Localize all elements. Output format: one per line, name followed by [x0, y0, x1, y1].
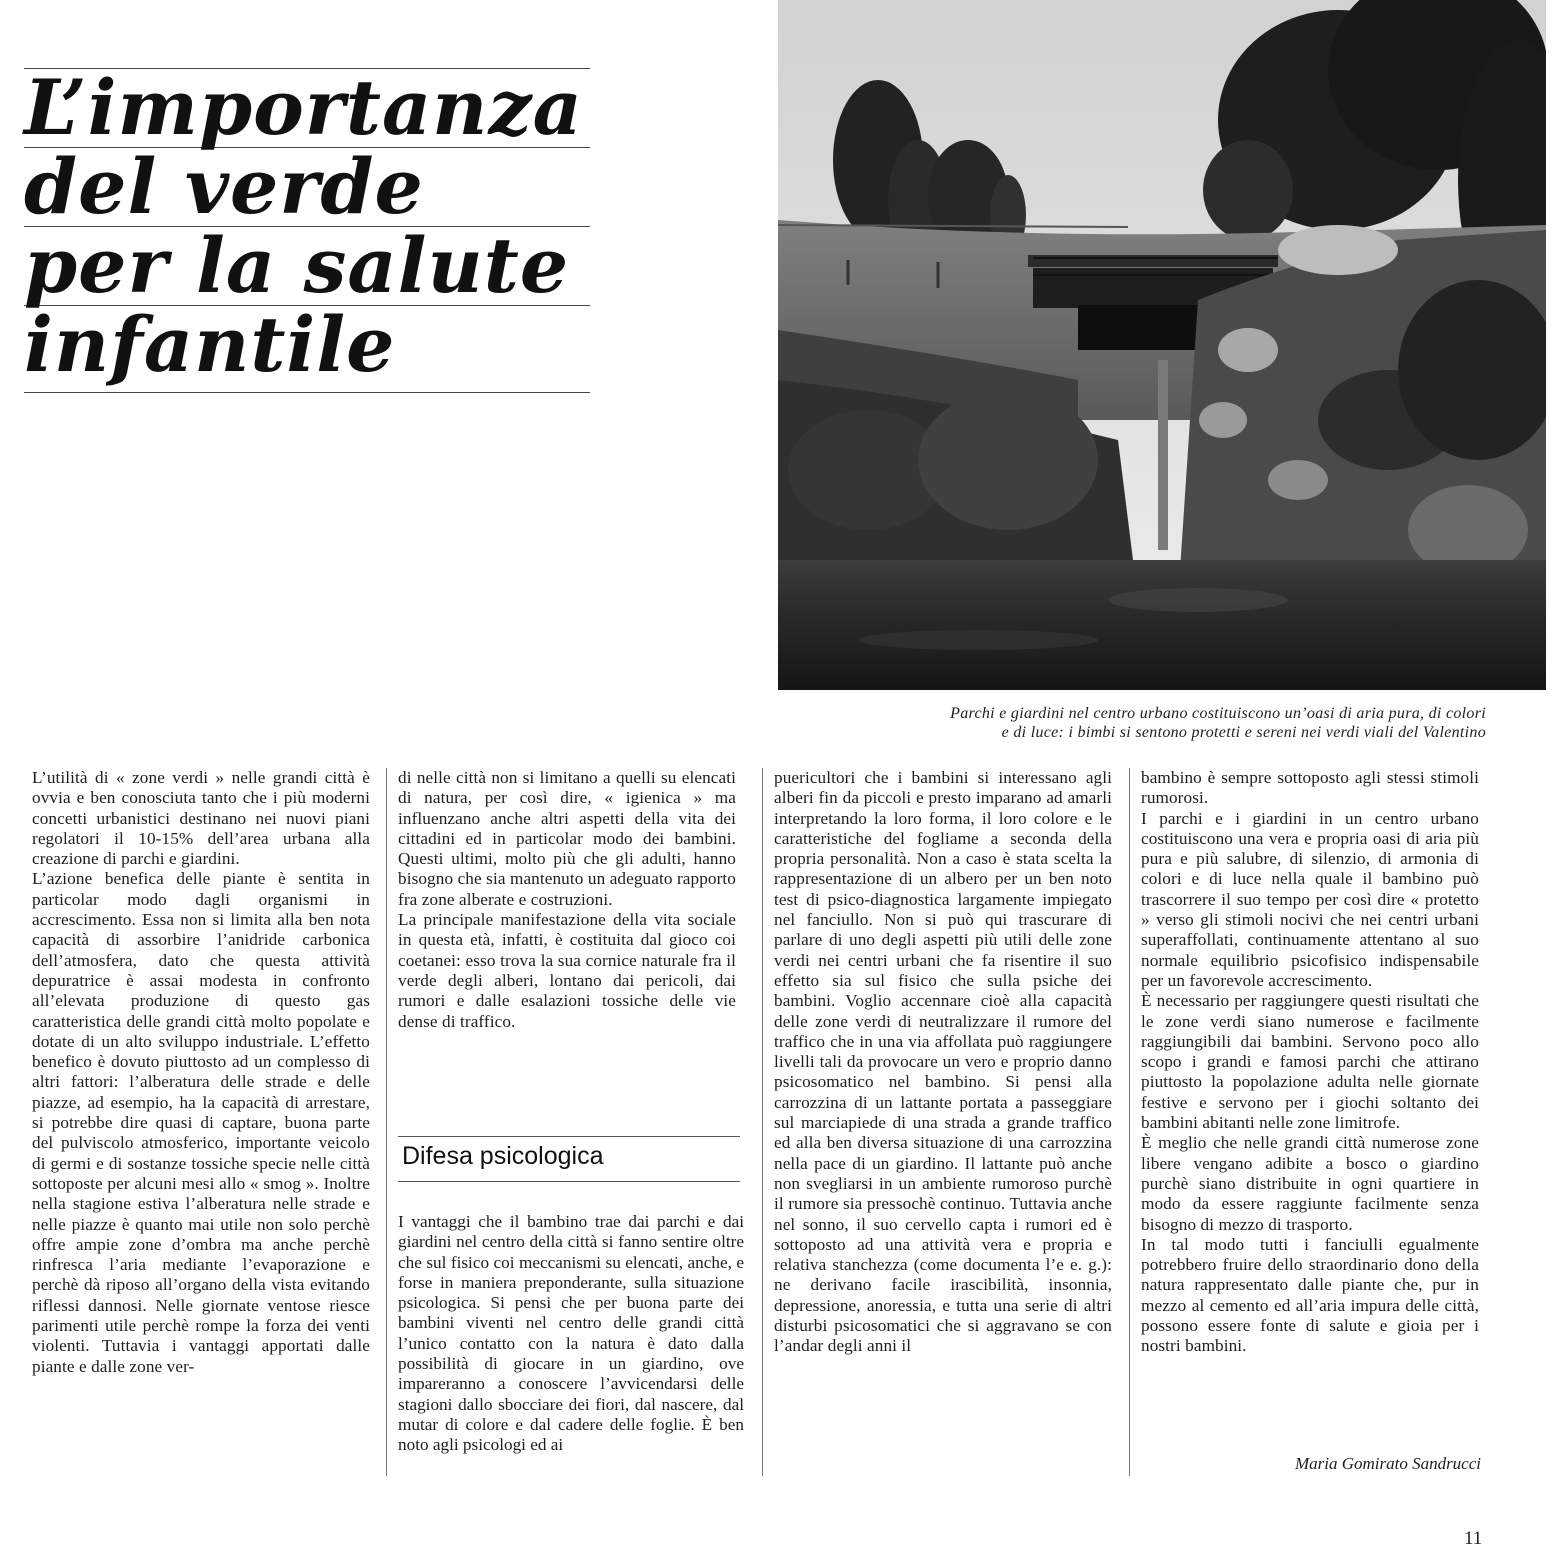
- title-line-1: L’importanza: [24, 68, 590, 147]
- park-photo-image: [778, 0, 1546, 690]
- paragraph: L’utilità di « zone verdi » nelle grandi città è ovvia e ben conosciuta tanto che i più moderni concetti urbanistici destinano nei nuovi piani regolatori il 10-15% dell’area urbana alla creazione di parchi e giardini.: [32, 768, 370, 869]
- text-column-3: [774, 768, 1112, 1357]
- caption-line-2: e di luce: i bimbi si sentono protetti e sereni nei verdi viali del Valentino: [1001, 724, 1486, 741]
- section-heading: [398, 1136, 740, 1182]
- title-line-2: del verde: [24, 147, 590, 226]
- title-line-4: infantile: [24, 305, 590, 384]
- section-heading-text: Difesa psicologica: [402, 1142, 604, 1170]
- title-line-3: per la salute: [24, 226, 590, 305]
- paragraph: In tal modo tutti i fanciulli egualmente potrebbero fruire dello straordinario dono della natura rappresentato dalle piante che, pur in mezzo al cemento ed all’aria impura delle città, possono essere fonte di salute e gioia per i nostri bambini.: [1141, 1234, 1479, 1356]
- column-rule: [762, 768, 763, 1476]
- paragraph: I vantaggi che il bambino trae dai parchi e dai giardini nel centro della città si fanno sentire oltre che sul fisico coi meccanismi su elencati, anche, e forse in maniera preponderante, sulla situazione psicologica. Si pensi che per buona parte dei bambini viventi nel centro delle grandi città l’unico contatto con la natura è dato dalla possibilità di giocare in un giardino, ove impareranno a conoscere l’avvicendarsi delle stagioni dallo sbocciare dei fiori, dal nascere, dal mutar di colore e dal cadere delle foglie. È ben noto agli psicologi ed ai: [398, 1212, 744, 1455]
- article-title: [24, 63, 590, 393]
- column-rule: [386, 768, 387, 1476]
- caption-line-1: Parchi e giardini nel centro urbano costituiscono un’oasi di aria pura, di colori: [950, 705, 1486, 722]
- paragraph: di nelle città non si limitano a quelli su elencati di natura, per così dire, « igienica » ma influenzano anche altri aspetti della vita dei cittadini ed in particolar modo dei bambini. Questi ultimi, molto più che gli adulti, hanno bisogno che sia mantenuto un adeguato rapporto fra zone alberate e costruzioni.: [398, 768, 736, 909]
- author-signature: Maria Gomirato Sandrucci: [1294, 1454, 1481, 1473]
- text-column-2-continued: [398, 1212, 744, 1456]
- text-column-2: [398, 768, 736, 1032]
- paragraph: La principale manifestazione della vita sociale in questa età, infatti, è costituita dal gioco coi coetanei: esso trova la sua cornice naturale fra il verde degli alberi, lontano dai pericoli, dai rumori e dalle esalazioni tossiche delle vie dense di traffico.: [398, 910, 736, 1031]
- paragraph: L’azione benefica delle piante è sentita in particolar modo dagli organismi in accrescimento. Essa non si limita alla ben nota capacità di assorbire l’anidride carbonica dell’atmosfera, dato che questa attività depuratrice è assai modesta in confronto all’elevata produzione di questo gas caratteristica delle grandi città molto popolate e dotate di un alto sviluppo industriale. L’effetto benefico è dovuto piuttosto ad un complesso di altri fattori: l’alberatura delle strade e delle piazze, ad esempio, ha la capacità di arrestare, si potrebbe dire quasi di captare, buona parte del pulviscolo atmosferico, importante veicolo di germi e di sostanze tossiche specie nelle città sottoposte per alcuni mesi allo « smog ». Inoltre nella stagione estiva l’alberatura nelle strade e nelle piazze è quanto mai utile non solo perchè offre ampie zone d’ombra ma anche perchè rinfresca l’aria mediante l’evaporazione e perchè dà riposo all’organo della vista evitando riflessi dannosi. Nelle giornate ventose riesce parimenti utile perchè rompe la forza dei venti violenti. Tuttavia i vantaggi apportati dalle piante e dalle zone ver-: [32, 869, 370, 1376]
- page-number: 11: [1464, 1528, 1483, 1549]
- text-column-4: [1141, 768, 1479, 1357]
- photo-caption: [790, 704, 1486, 742]
- paragraph: È meglio che nelle grandi città numerose zone libere vengano adibite a bosco o giardino purchè siano distribuite in ogni quartiere in modo da essere raggiunte facilmente senza bisogno di mezzo di trasporto.: [1141, 1133, 1479, 1234]
- paragraph: puericultori che i bambini si interessano agli alberi fin da piccoli e presto imparano ad amarli interpretando la loro forma, il loro colore e le caratteristiche del fogliame a seconda della propria personalità. Non a caso è stata scelta la rappresentazione di un albero per un ben noto test di psico-diagnostica largamente impiegato nel fanciullo. Non si può qui trascurare di parlare di uno degli aspetti più utili delle zone verdi nei centri urbani che fa risentire il suo effetto sia sul fisico che sulla psiche dei bambini. Voglio accennare cioè alla capacità delle zone verdi di neutralizzare il rumore del traffico che in una via affollata può raggiungere livelli tali da provocare un vero e proprio danno psicosomatico nel bambino. Si pensi alla carrozzina di un lattante portata a passeggiare sul marciapiede di una strada a grande traffico ed alla ben diversa situazione di una carrozzina nella pace di un giardino. Il lattante può anche non svegliarsi in un ambiente rumoroso purchè il rumore sia pressochè continuo. Tuttavia anche nel sonno, il suo cervello capta i rumori ed è sottoposto ad una attività vera e propria e relativa stanchezza (come documenta l’e e. g.): ne derivano facile irascibilità, insonnia, depressione, anoressia, e tutta una serie di altri disturbi psicosomatici che si aggravano se con l’andar degli anni il: [774, 768, 1112, 1356]
- paragraph: I parchi e i giardini in un centro urbano costituiscono una vera e propria oasi di aria più pura e più salubre, di silenzio, di armonia di colori e di luce nella quale il bambino può trascorrere il suo tempo per così dire « protetto » verso gli stimoli nocivi che nei centri urbani superaffollati, continuamente attentano al suo normale equilibrio psicofisico indispensabile per un favorevole accrescimento.: [1141, 808, 1479, 990]
- paragraph: bambino è sempre sottoposto agli stessi stimoli rumorosi.: [1141, 768, 1479, 808]
- title-divider: [24, 392, 590, 393]
- column-rule: [1129, 768, 1130, 1476]
- park-photo: [778, 0, 1546, 690]
- text-column-1: [32, 768, 370, 1377]
- paragraph: È necessario per raggiungere questi risultati che le zone verdi siano numerose e facilmente raggiungibili dai bambini. Servono poco allo scopo i grandi e famosi parchi che attirano piuttosto la popolazione adulta nelle giornate festive e servono per i giochi soltanto dei bambini abitanti nelle zone limitrofe.: [1141, 991, 1479, 1133]
